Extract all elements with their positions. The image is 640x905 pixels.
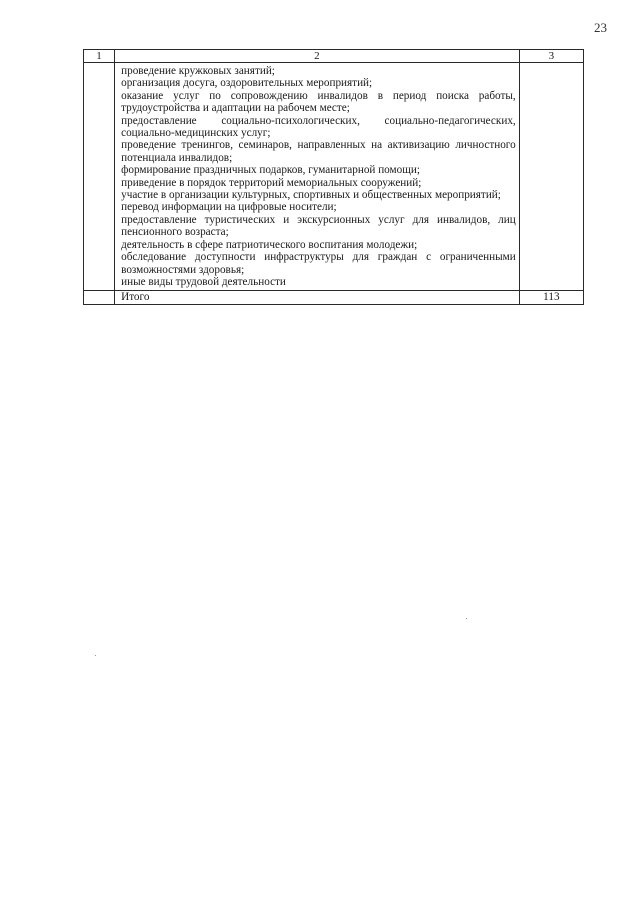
list-item: проведение тренингов, семинаров, направленных на активизацию личностного потенциала инвалидов; <box>121 139 516 164</box>
total-value: 113 <box>519 291 583 305</box>
table-header-row <box>84 50 584 63</box>
activities-table <box>83 49 584 305</box>
list-item: обследование доступности инфраструктуры для граждан с ограниченными возможностями здоровья; <box>121 251 516 276</box>
list-item: предоставление туристических и экскурсионных услуг для инвалидов, лиц пенсионного возраста; <box>121 213 516 239</box>
total-row <box>84 291 584 305</box>
list-item: иные виды трудовой деятельности <box>121 275 286 288</box>
scan-speck <box>95 655 96 656</box>
header-cell-3: 3 <box>519 50 583 63</box>
list-item: проведение кружковых занятий; <box>121 65 275 77</box>
list-item: организация досуга, оздоровительных мероприятий; <box>121 77 373 90</box>
list-item: формирование праздничных подарков, гуманитарной помощи; <box>121 164 420 177</box>
list-item: перевод информации на цифровые носители; <box>121 201 337 214</box>
list-item: предоставление социально-психологических, социально-педагогических, социально-медицинских услуг; <box>121 114 516 140</box>
list-item: деятельность в сфере патриотического воспитания молодежи; <box>121 238 418 251</box>
header-cell-2: 2 <box>115 50 520 63</box>
list-item: приведение в порядок территорий мемориальных сооружений; <box>121 176 422 189</box>
total-cell-empty <box>84 291 115 305</box>
body-cell-number <box>84 63 115 291</box>
total-label: Итого <box>115 291 520 305</box>
scan-speck <box>466 618 467 619</box>
list-item: оказание услуг по сопровождению инвалидов в период поиска работы, трудоустройства и адаптации на рабочем месте; <box>121 89 516 115</box>
header-cell-1: 1 <box>84 50 115 63</box>
body-cell-quantity <box>519 63 583 291</box>
list-item: участие в организации культурных, спортивных и общественных мероприятий; <box>121 189 501 202</box>
page-number: 23 <box>594 20 607 35</box>
table-body-row <box>84 63 584 291</box>
activities-list-cell <box>115 63 520 291</box>
